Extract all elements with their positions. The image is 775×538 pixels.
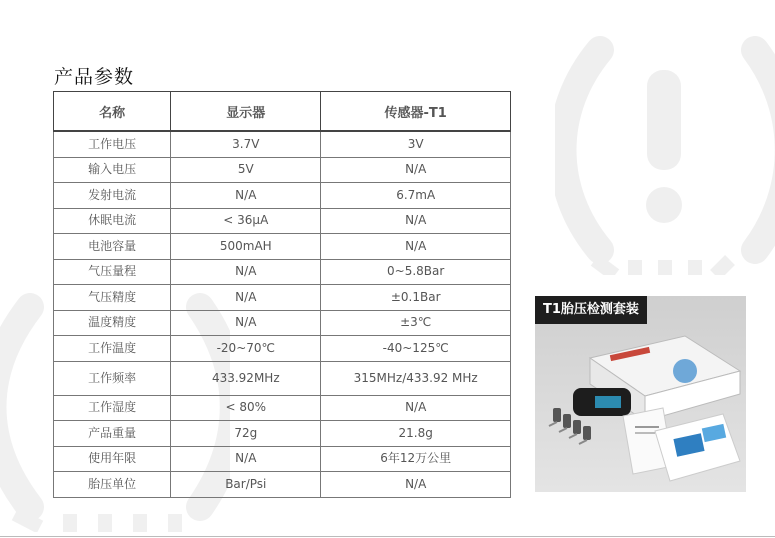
row-label: 工作温度 <box>54 336 171 362</box>
row-label: 产品重量 <box>54 421 171 447</box>
display-value: N/A <box>171 285 321 311</box>
display-value: Bar/Psi <box>171 472 321 498</box>
spec-table <box>53 91 511 498</box>
row-label: 工作电压 <box>54 131 171 157</box>
product-image <box>535 296 746 492</box>
display-value: N/A <box>171 446 321 472</box>
table-row <box>54 259 511 285</box>
table-row <box>54 310 511 336</box>
display-value: 5V <box>171 157 321 183</box>
row-label: 电池容量 <box>54 234 171 260</box>
sensor-value: N/A <box>321 157 511 183</box>
display-value: -20~70℃ <box>171 336 321 362</box>
row-label: 发射电流 <box>54 183 171 209</box>
table-row <box>54 336 511 362</box>
table-row <box>54 234 511 260</box>
display-value: < 80% <box>171 395 321 421</box>
header-display: 显示器 <box>171 92 321 132</box>
display-value: N/A <box>171 259 321 285</box>
header-name: 名称 <box>54 92 171 132</box>
row-label: 气压精度 <box>54 285 171 311</box>
sensor-value: 6年12万公里 <box>321 446 511 472</box>
row-label: 工作湿度 <box>54 395 171 421</box>
display-value: 433.92MHz <box>171 361 321 395</box>
row-label: 休眠电流 <box>54 208 171 234</box>
row-label: 使用年限 <box>54 446 171 472</box>
table-row <box>54 361 511 395</box>
product-banner: T1胎压检测套装 <box>535 296 647 324</box>
table-row <box>54 395 511 421</box>
row-label: 气压量程 <box>54 259 171 285</box>
table-row <box>54 472 511 498</box>
header-sensor: 传感器-T1 <box>321 92 511 132</box>
display-value: 72g <box>171 421 321 447</box>
page-title: 产品参数 <box>54 66 135 88</box>
sensor-value: ±0.1Bar <box>321 285 511 311</box>
sensor-value: N/A <box>321 234 511 260</box>
sensor-value: ±3℃ <box>321 310 511 336</box>
tpms-kit-box-icon <box>535 296 746 492</box>
table-row <box>54 446 511 472</box>
sensor-value: -40~125℃ <box>321 336 511 362</box>
sensor-value: 6.7mA <box>321 183 511 209</box>
sensor-value: N/A <box>321 395 511 421</box>
display-value: N/A <box>171 310 321 336</box>
table-row <box>54 285 511 311</box>
sensor-value: 21.8g <box>321 421 511 447</box>
table-row <box>54 183 511 209</box>
tpms-warning-icon-right <box>555 30 775 275</box>
row-label: 胎压单位 <box>54 472 171 498</box>
sensor-value: 0~5.8Bar <box>321 259 511 285</box>
display-value: 500mAH <box>171 234 321 260</box>
row-label: 输入电压 <box>54 157 171 183</box>
table-row <box>54 131 511 157</box>
sensor-value: N/A <box>321 472 511 498</box>
row-label: 温度精度 <box>54 310 171 336</box>
table-row <box>54 421 511 447</box>
table-header-row <box>54 92 511 132</box>
table-row <box>54 208 511 234</box>
bottom-divider <box>0 536 775 537</box>
display-value: < 36μA <box>171 208 321 234</box>
row-label: 工作频率 <box>54 361 171 395</box>
display-value: N/A <box>171 183 321 209</box>
table-row <box>54 157 511 183</box>
sensor-value: 315MHz/433.92 MHz <box>321 361 511 395</box>
sensor-value: 3V <box>321 131 511 157</box>
display-value: 3.7V <box>171 131 321 157</box>
sensor-value: N/A <box>321 208 511 234</box>
